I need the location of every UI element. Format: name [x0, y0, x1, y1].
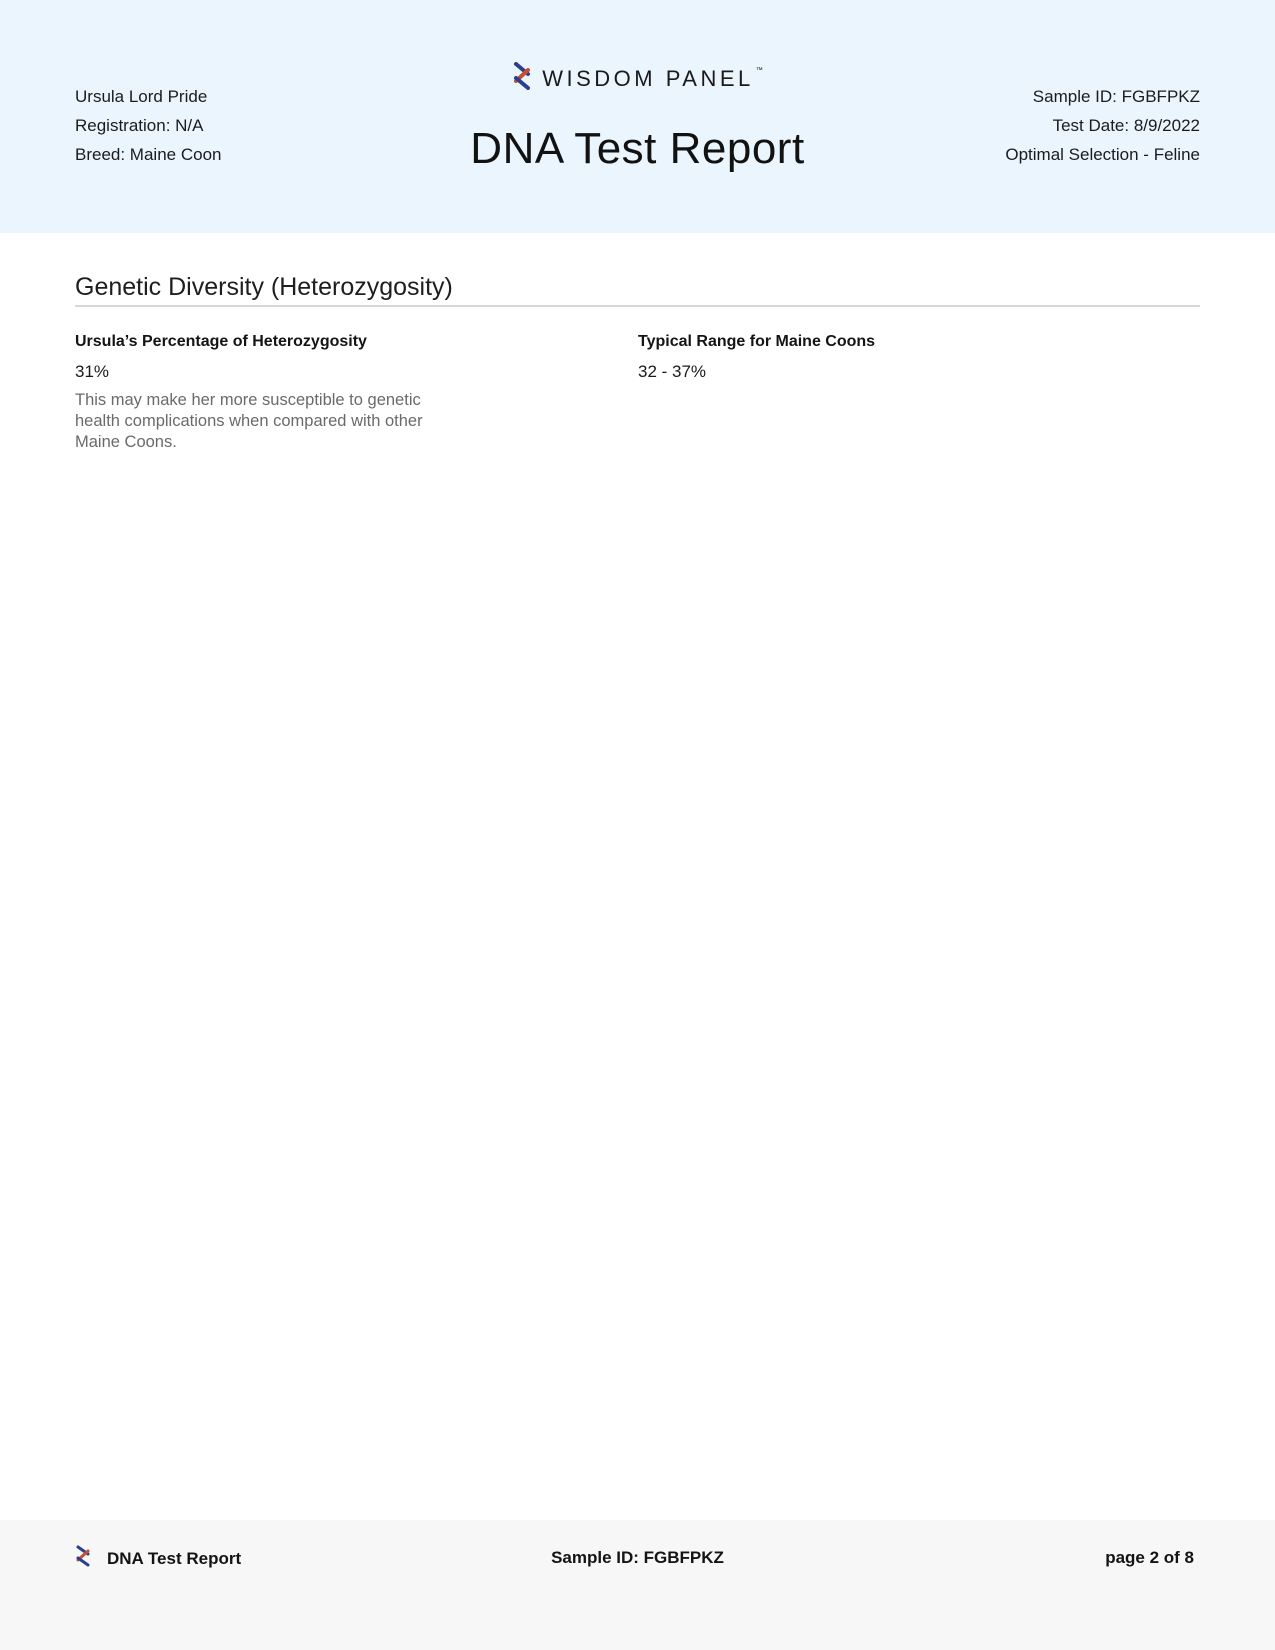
page-number: page 2 of 8: [1105, 1548, 1194, 1567]
brand-trademark: ™: [755, 67, 763, 74]
section-divider: [75, 305, 1200, 307]
test-date: Test Date: 8/9/2022: [1052, 116, 1200, 135]
typical-range: [638, 331, 1158, 383]
report-title: DNA Test Report: [470, 124, 805, 173]
result-note: This may make her more susceptible to genetic health complications when compared with other Maine Coons.: [75, 391, 423, 451]
footer-sample-id: Sample ID: FGBFPKZ: [551, 1548, 724, 1567]
report-footer: [0, 1520, 1275, 1650]
range-heading: Typical Range for Maine Coons: [638, 333, 876, 350]
pet-registration: Registration: N/A: [75, 116, 204, 135]
footer-title: DNA Test Report: [107, 1548, 242, 1568]
heterozygosity-result: [75, 331, 455, 453]
range-value: 32 - 37%: [638, 362, 707, 381]
product-name: Optimal Selection - Feline: [1005, 145, 1200, 164]
result-heading: Ursula’s Percentage of Heterozygosity: [75, 333, 367, 350]
sample-id: Sample ID: FGBFPKZ: [1032, 87, 1200, 106]
result-value: 31%: [75, 362, 110, 381]
report-header: [0, 0, 1275, 233]
helix-logo-icon: [512, 62, 532, 95]
brand-name: WISDOM PANEL: [542, 65, 754, 91]
pet-breed: Breed: Maine Coon: [75, 145, 222, 164]
section-title: Genetic Diversity (Heterozygosity): [75, 273, 453, 301]
pet-name: Ursula Lord Pride: [75, 87, 208, 106]
sample-info: [1005, 82, 1200, 169]
